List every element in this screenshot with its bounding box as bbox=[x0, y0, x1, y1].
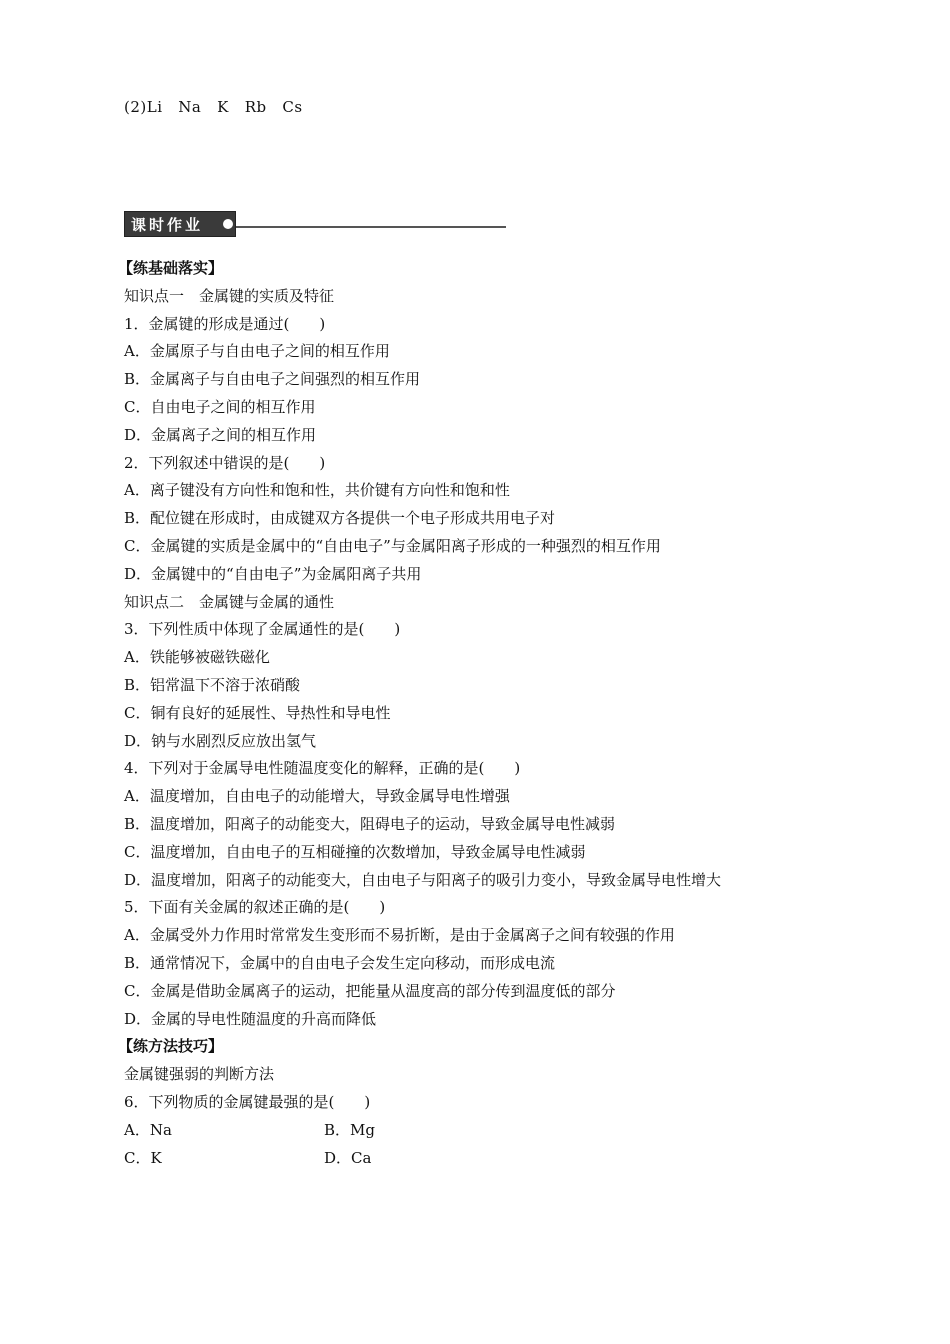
answer-option: D．金属键中的“自由电子”为金属阳离子共用 bbox=[124, 564, 422, 583]
exercise-content bbox=[118, 255, 838, 1172]
homework-banner bbox=[124, 211, 506, 239]
banner-divider bbox=[236, 226, 506, 228]
section-heading: 【练基础落实】 bbox=[118, 259, 224, 277]
answer-option: D．温度增加，阳离子的动能变大，自由电子与阳离子的吸引力变小，导致金属导电性增大 bbox=[124, 870, 722, 889]
answer-option: B．配位键在形成时，由成键双方各提供一个电子形成共用电子对 bbox=[124, 509, 556, 528]
answer-option: A．铁能够被磁铁磁化 bbox=[124, 648, 270, 667]
answer-option: D．Ca bbox=[324, 1148, 372, 1167]
answer-option: B．温度增加，阳离子的动能变大，阻碍电子的运动，导致金属导电性减弱 bbox=[124, 814, 616, 833]
answer-option: A．离子键没有方向性和饱和性，共价键有方向性和饱和性 bbox=[124, 481, 510, 500]
option-row bbox=[118, 1117, 838, 1145]
answer-option: B．金属离子与自由电子之间强烈的相互作用 bbox=[124, 370, 421, 389]
answer-option: A．金属受外力作用时常常发生变形而不易折断，是由于金属离子之间有较强的作用 bbox=[124, 926, 675, 945]
answer-option: D．金属离子之间的相互作用 bbox=[124, 425, 317, 444]
answer-option: C．自由电子之间的相互作用 bbox=[124, 397, 316, 416]
banner-title: 课时作业 bbox=[124, 211, 236, 237]
answer-option: C．K bbox=[124, 1148, 162, 1167]
answer-option: D．钠与水剧烈反应放出氢气 bbox=[124, 731, 317, 750]
answer-option: A．温度增加，自由电子的动能增大，导致金属导电性增强 bbox=[124, 787, 510, 806]
previous-answer-line: (2)Li Na K Rb Cs bbox=[124, 98, 303, 116]
question-stem: 5．下面有关金属的叙述正确的是( ) bbox=[124, 898, 386, 917]
answer-option: B．铝常温下不溶于浓硝酸 bbox=[124, 675, 301, 694]
answer-option: C．金属是借助金属离子的运动，把能量从温度高的部分传到温度低的部分 bbox=[124, 981, 616, 1000]
answer-option: A．金属原子与自由电子之间的相互作用 bbox=[124, 342, 390, 361]
answer-option: C．铜有良好的延展性、导热性和导电性 bbox=[124, 703, 391, 722]
question-stem: 2．下列叙述中错误的是( ) bbox=[124, 453, 326, 472]
answer-option: C．温度增加，自由电子的互相碰撞的次数增加，导致金属导电性减弱 bbox=[124, 842, 586, 861]
knowledge-point-heading: 金属键强弱的判断方法 bbox=[124, 1065, 275, 1084]
question-stem: 1．金属键的形成是通过( ) bbox=[124, 314, 326, 333]
answer-option: C．金属键的实质是金属中的“自由电子”与金属阳离子形成的一种强烈的相互作用 bbox=[124, 536, 661, 555]
bullet-dot-icon bbox=[223, 219, 233, 229]
answer-option: A．Na bbox=[124, 1120, 172, 1139]
question-stem: 3．下列性质中体现了金属通性的是( ) bbox=[124, 620, 401, 639]
section-heading: 【练方法技巧】 bbox=[118, 1037, 224, 1056]
answer-option: B．通常情况下，金属中的自由电子会发生定向移动，而形成电流 bbox=[124, 953, 556, 972]
knowledge-point-heading: 知识点一 金属键的实质及特征 bbox=[124, 286, 335, 305]
question-stem: 6．下列物质的金属键最强的是( ) bbox=[124, 1092, 371, 1111]
answer-option: D．金属的导电性随温度的升高而降低 bbox=[124, 1009, 377, 1028]
option-row bbox=[118, 1145, 838, 1173]
knowledge-point-heading: 知识点二 金属键与金属的通性 bbox=[124, 592, 335, 611]
question-stem: 4．下列对于金属导电性随温度变化的解释，正确的是( ) bbox=[124, 759, 521, 778]
answer-option: B．Mg bbox=[324, 1120, 375, 1139]
